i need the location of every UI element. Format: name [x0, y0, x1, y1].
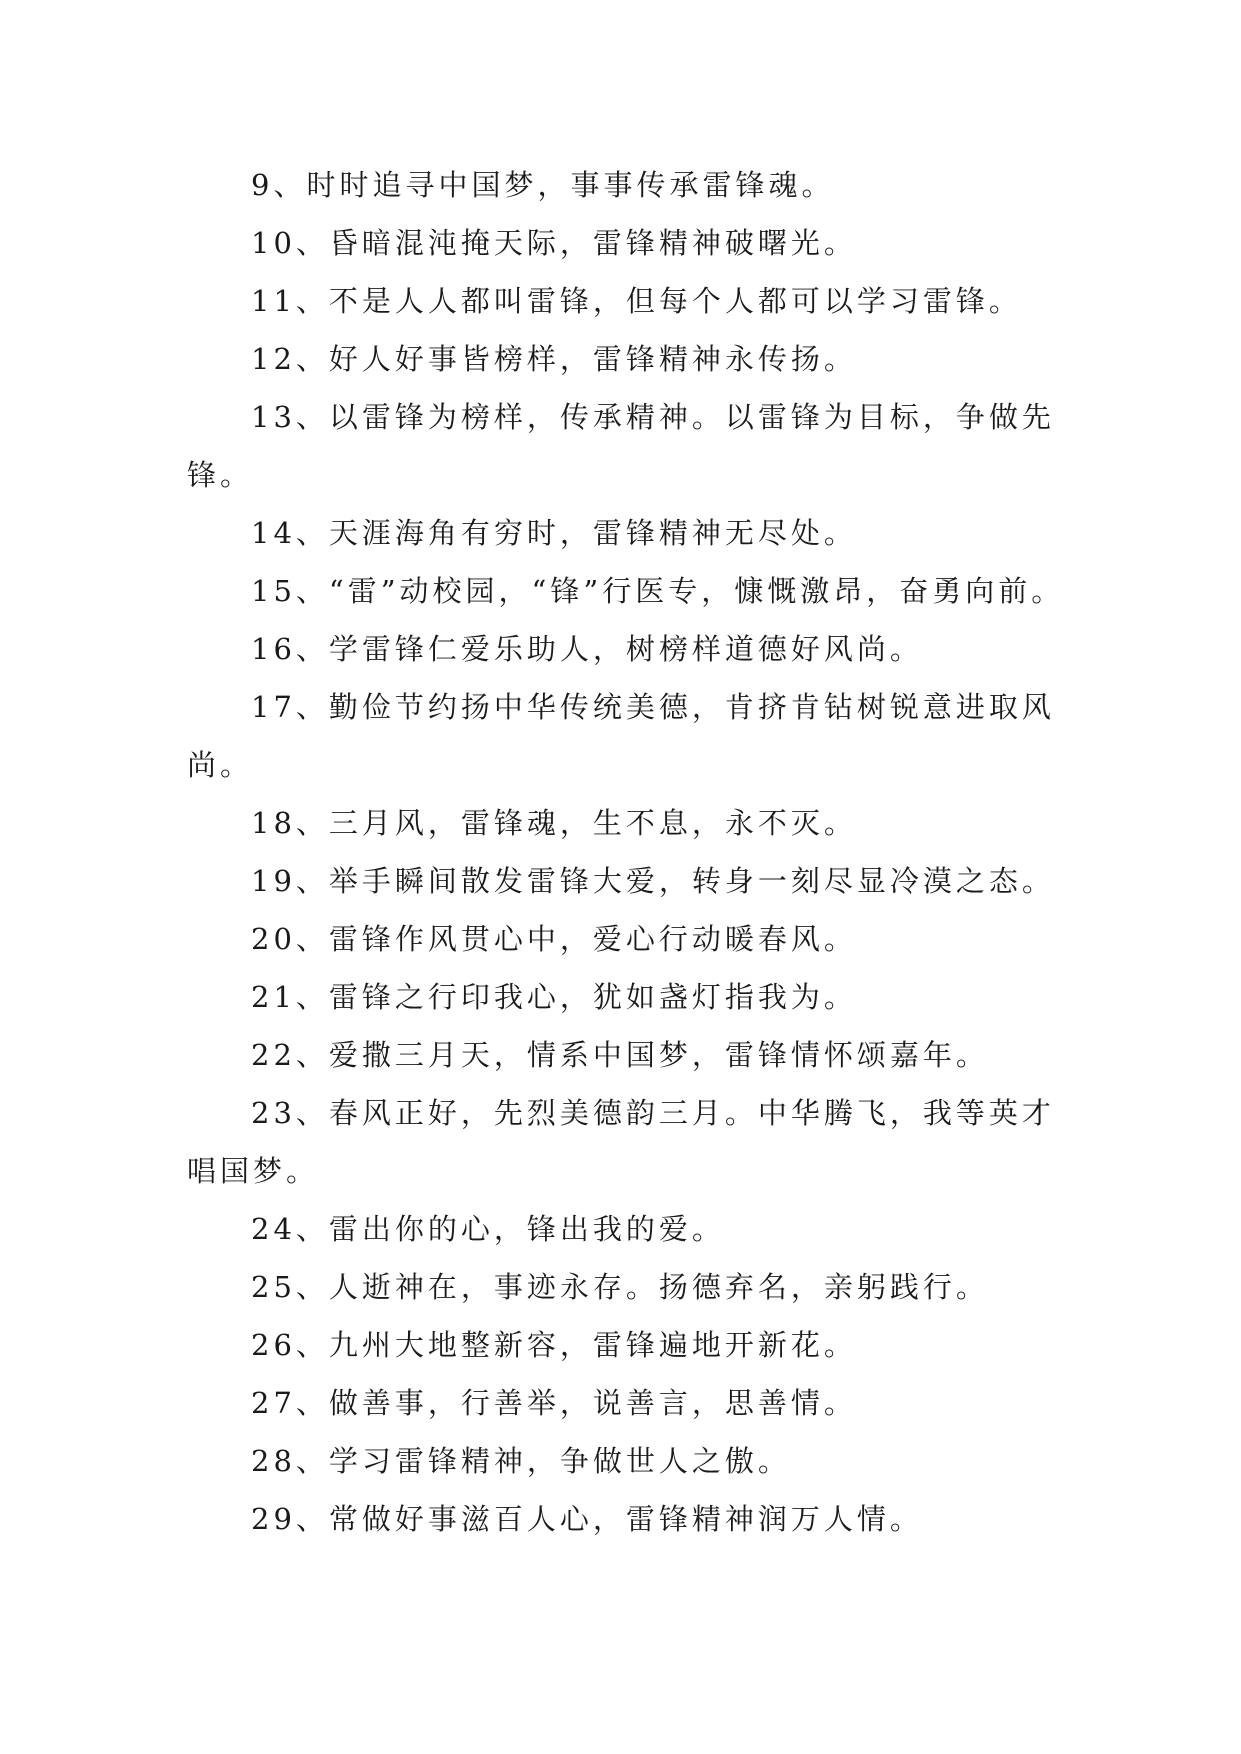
paragraph-26: 26、九州大地整新容，雷锋遍地开新花。: [251, 1328, 857, 1362]
paragraph-13: 13、以雷锋为榜样，传承精神。以雷锋为目标，争做先锋。: [187, 400, 1055, 492]
paragraph-12: 12、好人好事皆榜样，雷锋精神永传扬。: [251, 342, 857, 376]
paragraph-22: 22、爱撒三月天，情系中国梦，雷锋情怀颂嘉年。: [251, 1038, 989, 1072]
paragraph-24: 24、雷出你的心，锋出我的爱。: [251, 1212, 725, 1246]
paragraph-11: 11、不是人人都叫雷锋，但每个人都可以学习雷锋。: [251, 284, 1022, 318]
paragraph-29: 29、常做好事滋百人心，雷锋精神润万人情。: [251, 1502, 923, 1536]
paragraph-10: 10、昏暗混沌掩天际，雷锋精神破曙光。: [251, 226, 857, 260]
paragraph-21: 21、雷锋之行印我心，犹如盏灯指我为。: [251, 980, 857, 1014]
paragraph-25: 25、人逝神在，事迹永存。扬德弃名，亲躬践行。: [251, 1270, 989, 1304]
paragraph-17: 17、勤俭节约扬中华传统美德，肯挤肯钻树锐意进取风尚。: [187, 690, 1055, 782]
paragraph-15: 15、“雷”动校园，“锋”行医专，慷慨激昂，奋勇向前。: [251, 574, 1065, 608]
paragraph-18: 18、三月风，雷锋魂，生不息，永不灭。: [251, 806, 857, 840]
paragraph-9: 9、时时追寻中国梦，事事传承雷锋魂。: [251, 168, 835, 202]
paragraph-19: 19、举手瞬间散发雷锋大爱，转身一刻尽显冷漠之态。: [251, 864, 1055, 898]
paragraph-20: 20、雷锋作风贯心中，爱心行动暖春风。: [251, 922, 857, 956]
paragraph-27: 27、做善事，行善举，说善言，思善情。: [251, 1386, 857, 1420]
document-body: [187, 156, 1067, 1548]
paragraph-16: 16、学雷锋仁爱乐助人，树榜样道德好风尚。: [251, 632, 923, 666]
paragraph-14: 14、天涯海角有穷时，雷锋精神无尽处。: [251, 516, 857, 550]
paragraph-28: 28、学习雷锋精神，争做世人之傲。: [251, 1444, 791, 1478]
paragraph-23: 23、春风正好，先烈美德韵三月。中华腾飞，我等英才唱国梦。: [187, 1096, 1055, 1188]
